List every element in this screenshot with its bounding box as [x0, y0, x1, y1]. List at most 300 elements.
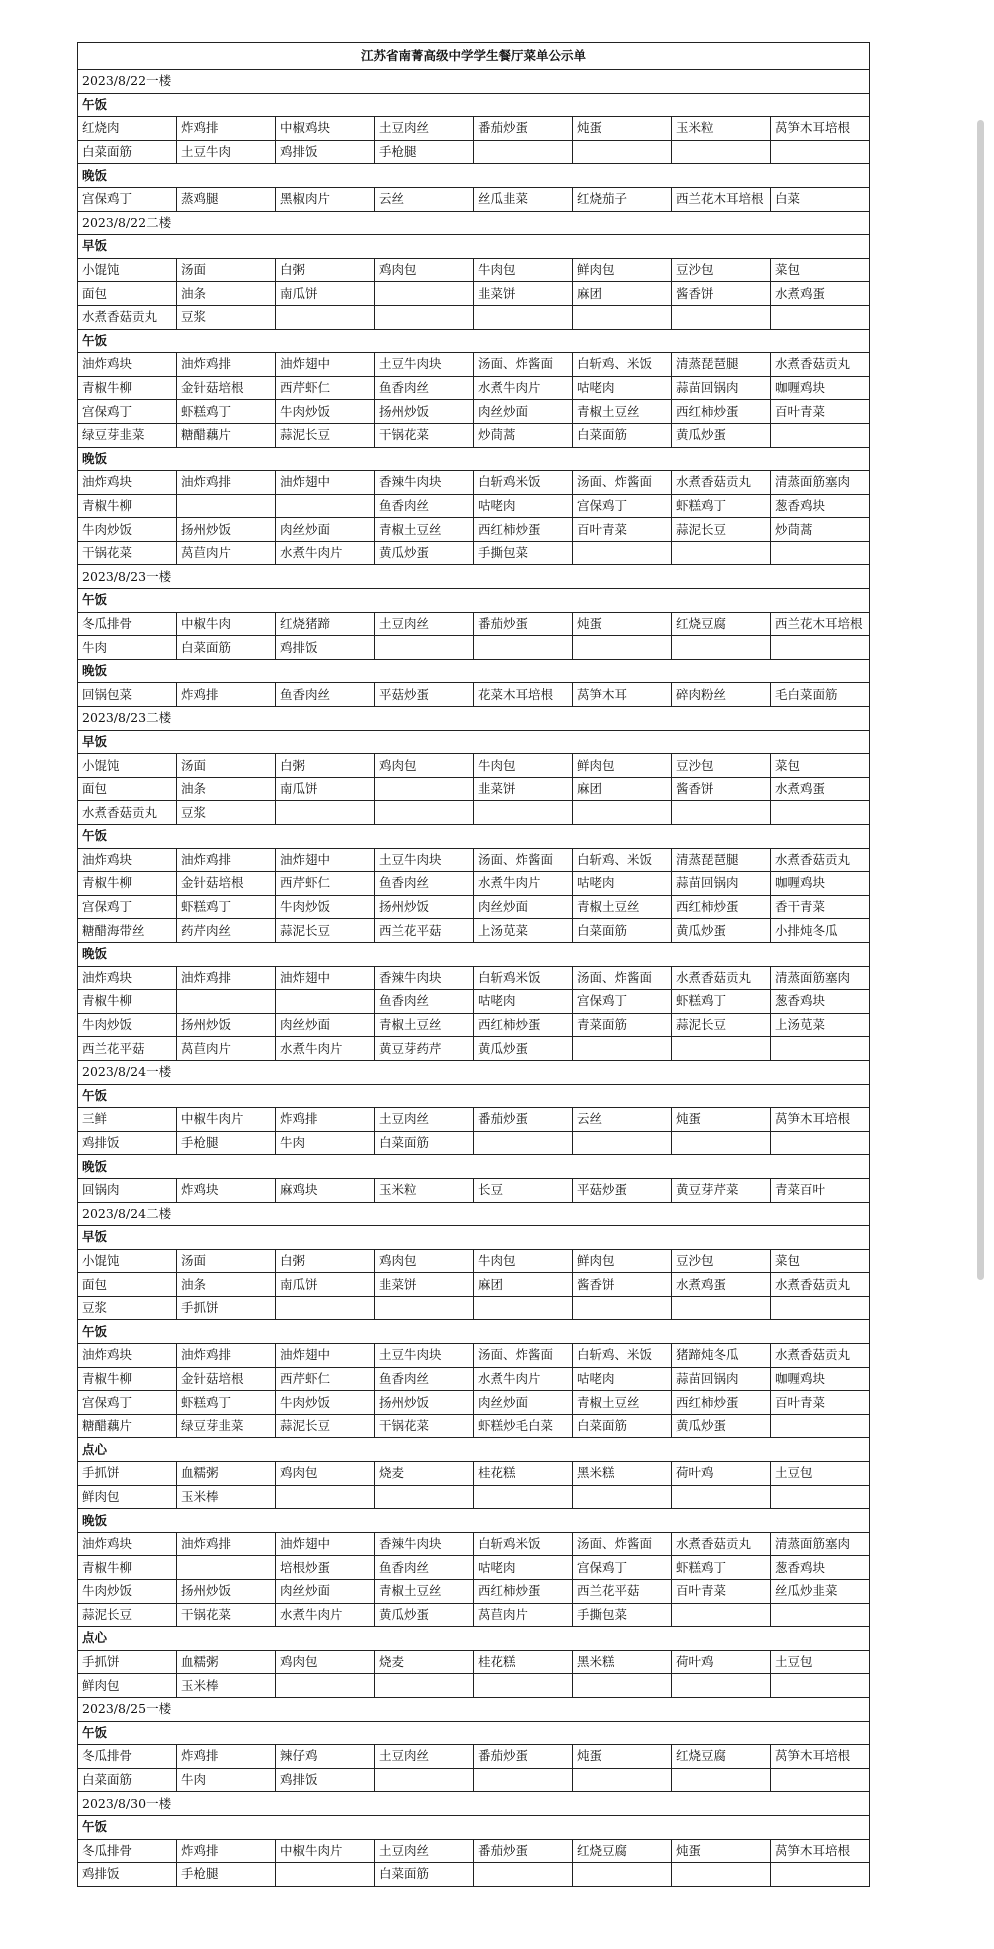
dish-cell: 红烧豆腐: [672, 612, 771, 636]
dish-cell: [474, 801, 573, 825]
dish-cell: [771, 1037, 870, 1061]
date-row: [78, 211, 870, 235]
dish-cell: 白菜面筋: [375, 1131, 474, 1155]
table-row: [78, 1108, 870, 1132]
table-row: [78, 872, 870, 896]
dish-cell: 油炸鸡排: [177, 848, 276, 872]
dish-cell: 青椒土豆丝: [573, 895, 672, 919]
meal-row: [78, 1627, 870, 1651]
dish-cell: 蒜泥长豆: [276, 1414, 375, 1438]
dish-cell: 豆沙包: [672, 1249, 771, 1273]
dish-cell: [672, 140, 771, 164]
dish-cell: [771, 1485, 870, 1509]
table-row: [78, 1839, 870, 1863]
dish-cell: 金针菇培根: [177, 872, 276, 896]
dish-cell: [276, 801, 375, 825]
dish-cell: 油条: [177, 777, 276, 801]
dish-cell: 白斩鸡、米饭: [573, 353, 672, 377]
dish-cell: 油炸鸡块: [78, 848, 177, 872]
dish-cell: 青椒土豆丝: [573, 400, 672, 424]
dish-cell: 鸡排饭: [78, 1131, 177, 1155]
table-row: [78, 376, 870, 400]
dish-cell: 冬瓜排骨: [78, 1745, 177, 1769]
meal-row: [78, 659, 870, 683]
dish-cell: 咕咾肉: [573, 1367, 672, 1391]
dish-cell: 丝瓜韭菜: [474, 187, 573, 211]
dish-cell: 青椒牛柳: [78, 990, 177, 1014]
dish-cell: 培根炒蛋: [276, 1556, 375, 1580]
dish-cell: 桂花糕: [474, 1650, 573, 1674]
dish-cell: 豆浆: [177, 305, 276, 329]
dish-cell: 莴笋木耳培根: [771, 1839, 870, 1863]
dish-cell: 回锅肉: [78, 1178, 177, 1202]
table-row: [78, 1768, 870, 1792]
dish-cell: 肉丝炒面: [474, 1391, 573, 1415]
dish-cell: 扬州炒饭: [177, 1013, 276, 1037]
dish-cell: 西红柿炒蛋: [474, 1580, 573, 1604]
dish-cell: 血糯粥: [177, 1462, 276, 1486]
table-row: [78, 1580, 870, 1604]
table-row: [78, 990, 870, 1014]
dish-cell: 莴笋木耳培根: [771, 117, 870, 141]
dish-cell: 汤面: [177, 258, 276, 282]
dish-cell: 干锅花菜: [177, 1603, 276, 1627]
dish-cell: 黄豆芽芹菜: [672, 1178, 771, 1202]
table-row: [78, 1745, 870, 1769]
dish-cell: 碎肉粉丝: [672, 683, 771, 707]
dish-cell: 汤面、炸酱面: [474, 848, 573, 872]
dish-cell: 南瓜饼: [276, 777, 375, 801]
dish-cell: 百叶青菜: [672, 1580, 771, 1604]
dish-cell: 肉丝炒面: [276, 1013, 375, 1037]
dish-cell: 玉米棒: [177, 1485, 276, 1509]
table-row: [78, 919, 870, 943]
dish-cell: [672, 305, 771, 329]
dish-cell: 油炸翅中: [276, 1344, 375, 1368]
dish-cell: 鲜肉包: [573, 754, 672, 778]
dish-cell: 肉丝炒面: [276, 518, 375, 542]
table-row: [78, 282, 870, 306]
dish-cell: 水煮鸡蛋: [771, 777, 870, 801]
dish-cell: [375, 1674, 474, 1698]
table-row: [78, 1367, 870, 1391]
table-row: [78, 541, 870, 565]
dish-cell: 西兰花木耳培根: [672, 187, 771, 211]
table-row: [78, 1013, 870, 1037]
dish-cell: 虾糕鸡丁: [177, 400, 276, 424]
dish-cell: [771, 801, 870, 825]
dish-cell: 手撕包菜: [573, 1603, 672, 1627]
dish-cell: 黄瓜炒蛋: [375, 1603, 474, 1627]
dish-cell: 鱼香肉丝: [276, 683, 375, 707]
section-date: 2023/8/22一楼: [78, 70, 870, 94]
dish-cell: 上汤苋菜: [771, 1013, 870, 1037]
dish-cell: 番茄炒蛋: [474, 117, 573, 141]
meal-label: 午饭: [78, 329, 870, 353]
dish-cell: 牛肉: [78, 636, 177, 660]
dish-cell: 油炸鸡排: [177, 966, 276, 990]
dish-cell: [573, 1037, 672, 1061]
meal-row: [78, 1155, 870, 1179]
dish-cell: 油条: [177, 282, 276, 306]
table-row: [78, 1462, 870, 1486]
dish-cell: 香辣牛肉块: [375, 966, 474, 990]
dish-cell: [672, 1768, 771, 1792]
dish-cell: 豆浆: [78, 1296, 177, 1320]
dish-cell: 桂花糕: [474, 1462, 573, 1486]
dish-cell: 水煮香菇贡丸: [771, 848, 870, 872]
dish-cell: 豆沙包: [672, 754, 771, 778]
dish-cell: 牛肉炒饭: [276, 400, 375, 424]
dish-cell: 青椒土豆丝: [375, 518, 474, 542]
dish-cell: 土豆肉丝: [375, 117, 474, 141]
dish-cell: [573, 1485, 672, 1509]
dish-cell: 白斩鸡米饭: [474, 471, 573, 495]
dish-cell: 香干青菜: [771, 895, 870, 919]
dish-cell: 油炸翅中: [276, 353, 375, 377]
date-row: [78, 1060, 870, 1084]
dish-cell: 汤面、炸酱面: [474, 353, 573, 377]
dish-cell: 干锅花菜: [78, 541, 177, 565]
meal-row: [78, 1509, 870, 1533]
meal-label: 午饭: [78, 589, 870, 613]
dish-cell: 油炸鸡块: [78, 471, 177, 495]
dish-cell: 宫保鸡丁: [573, 990, 672, 1014]
dish-cell: 汤面、炸酱面: [573, 966, 672, 990]
dish-cell: 鸡排饭: [276, 1768, 375, 1792]
dish-cell: 西兰花平菇: [375, 919, 474, 943]
dish-cell: 土豆牛肉块: [375, 1344, 474, 1368]
dish-cell: 鲜肉包: [78, 1674, 177, 1698]
table-row: [78, 471, 870, 495]
dish-cell: 虾糕鸡丁: [177, 1391, 276, 1415]
dish-cell: 青椒牛柳: [78, 872, 177, 896]
dish-cell: 水煮香菇贡丸: [771, 1344, 870, 1368]
dish-cell: 油炸鸡排: [177, 1532, 276, 1556]
dish-cell: [771, 1674, 870, 1698]
dish-cell: [771, 1768, 870, 1792]
dish-cell: 油炸鸡块: [78, 1344, 177, 1368]
meal-label: 晚饭: [78, 164, 870, 188]
dish-cell: [375, 305, 474, 329]
dish-cell: 麻团: [573, 282, 672, 306]
dish-cell: 云丝: [573, 1108, 672, 1132]
dish-cell: [672, 636, 771, 660]
dish-cell: 西兰花平菇: [573, 1580, 672, 1604]
dish-cell: [177, 1556, 276, 1580]
date-row: [78, 707, 870, 731]
dish-cell: [276, 1674, 375, 1698]
table-row: [78, 1603, 870, 1627]
dish-cell: [573, 801, 672, 825]
meal-row: [78, 329, 870, 353]
dish-cell: 黄瓜炒蛋: [375, 541, 474, 565]
dish-cell: 西芹虾仁: [276, 376, 375, 400]
table-row: [78, 1391, 870, 1415]
date-row: [78, 1792, 870, 1816]
dish-cell: 菜包: [771, 754, 870, 778]
dish-cell: 丝瓜炒韭菜: [771, 1580, 870, 1604]
dish-cell: 炖蛋: [672, 1839, 771, 1863]
dish-cell: [573, 1674, 672, 1698]
dish-cell: 南瓜饼: [276, 282, 375, 306]
dish-cell: 莴笋木耳: [573, 683, 672, 707]
dish-cell: 宫保鸡丁: [78, 1391, 177, 1415]
table-row: [78, 895, 870, 919]
table-row: [78, 1863, 870, 1887]
dish-cell: 蒜泥长豆: [672, 1013, 771, 1037]
dish-cell: 蒜苗回锅肉: [672, 1367, 771, 1391]
date-row: [78, 70, 870, 94]
section-date: 2023/8/24一楼: [78, 1060, 870, 1084]
meal-row: [78, 93, 870, 117]
meal-label: 早饭: [78, 1226, 870, 1250]
dish-cell: 香辣牛肉块: [375, 471, 474, 495]
dish-cell: [573, 541, 672, 565]
dish-cell: 鲜肉包: [573, 1249, 672, 1273]
dish-cell: 油炸鸡排: [177, 353, 276, 377]
dish-cell: 菜包: [771, 1249, 870, 1273]
table-row: [78, 140, 870, 164]
dish-cell: [771, 1296, 870, 1320]
dish-cell: 玉米棒: [177, 1674, 276, 1698]
dish-cell: 韭菜饼: [474, 282, 573, 306]
dish-cell: 麻团: [474, 1273, 573, 1297]
dish-cell: [474, 1131, 573, 1155]
dish-cell: 牛肉包: [474, 258, 573, 282]
dish-cell: 鲜肉包: [78, 1485, 177, 1509]
dish-cell: [276, 494, 375, 518]
dish-cell: 水煮香菇贡丸: [672, 966, 771, 990]
dish-cell: [672, 1131, 771, 1155]
dish-cell: 黑米糕: [573, 1650, 672, 1674]
dish-cell: 鱼香肉丝: [375, 1556, 474, 1580]
dish-cell: 青椒土豆丝: [573, 1391, 672, 1415]
dish-cell: 番茄炒蛋: [474, 1745, 573, 1769]
table-row: [78, 1532, 870, 1556]
dish-cell: 酱香饼: [672, 777, 771, 801]
dish-cell: [474, 140, 573, 164]
table-row: [78, 1414, 870, 1438]
dish-cell: 牛肉炒饭: [276, 895, 375, 919]
table-row: [78, 1273, 870, 1297]
dish-cell: 青菜百叶: [771, 1178, 870, 1202]
dish-cell: 蒜泥长豆: [276, 919, 375, 943]
meal-label: 晚饭: [78, 1155, 870, 1179]
table-row: [78, 423, 870, 447]
dish-cell: 油炸鸡块: [78, 966, 177, 990]
dish-cell: 西红柿炒蛋: [672, 895, 771, 919]
dish-cell: [672, 801, 771, 825]
dish-cell: 辣仔鸡: [276, 1745, 375, 1769]
dish-cell: 油条: [177, 1273, 276, 1297]
dish-cell: 咕咾肉: [474, 990, 573, 1014]
dish-cell: [474, 1296, 573, 1320]
dish-cell: 荷叶鸡: [672, 1650, 771, 1674]
dish-cell: 手抓饼: [78, 1650, 177, 1674]
meal-label: 点心: [78, 1438, 870, 1462]
dish-cell: 汤面、炸酱面: [573, 471, 672, 495]
table-row: [78, 801, 870, 825]
dish-cell: 肉丝炒面: [474, 895, 573, 919]
menu-table: [77, 42, 870, 1887]
dish-cell: 土豆包: [771, 1650, 870, 1674]
dish-cell: 鸡排饭: [276, 140, 375, 164]
dish-cell: 中椒牛肉片: [177, 1108, 276, 1132]
dish-cell: 水煮牛肉片: [474, 1367, 573, 1391]
dish-cell: 油炸鸡块: [78, 1532, 177, 1556]
meal-row: [78, 1438, 870, 1462]
dish-cell: 土豆牛肉块: [375, 353, 474, 377]
section-date: 2023/8/25一楼: [78, 1697, 870, 1721]
dish-cell: [672, 1296, 771, 1320]
meal-row: [78, 1226, 870, 1250]
meal-label: 早饭: [78, 235, 870, 259]
dish-cell: 番茄炒蛋: [474, 1839, 573, 1863]
dish-cell: [474, 1485, 573, 1509]
table-row: [78, 518, 870, 542]
dish-cell: 西红柿炒蛋: [474, 1013, 573, 1037]
dish-cell: 上汤苋菜: [474, 919, 573, 943]
dish-cell: 蒜苗回锅肉: [672, 376, 771, 400]
dish-cell: [375, 1485, 474, 1509]
table-row: [78, 187, 870, 211]
dish-cell: 宫保鸡丁: [78, 187, 177, 211]
dish-cell: 百叶青菜: [573, 518, 672, 542]
dish-cell: [573, 636, 672, 660]
dish-cell: 白菜面筋: [573, 423, 672, 447]
dish-cell: 牛肉包: [474, 1249, 573, 1273]
meal-label: 点心: [78, 1627, 870, 1651]
dish-cell: 绿豆芽韭菜: [177, 1414, 276, 1438]
dish-cell: 手枪腿: [177, 1863, 276, 1887]
dish-cell: 平菇炒蛋: [375, 683, 474, 707]
dish-cell: 鱼香肉丝: [375, 376, 474, 400]
section-date: 2023/8/23一楼: [78, 565, 870, 589]
dish-cell: 白斩鸡米饭: [474, 966, 573, 990]
dish-cell: 牛肉: [276, 1131, 375, 1155]
dish-cell: 宫保鸡丁: [573, 1556, 672, 1580]
dish-cell: 黄瓜炒蛋: [672, 1414, 771, 1438]
dish-cell: 蒸鸡腿: [177, 187, 276, 211]
meal-row: [78, 730, 870, 754]
dish-cell: 三鲜: [78, 1108, 177, 1132]
dish-cell: [276, 990, 375, 1014]
dish-cell: 小馄饨: [78, 1249, 177, 1273]
dish-cell: [573, 305, 672, 329]
meal-row: [78, 942, 870, 966]
dish-cell: 西芹虾仁: [276, 1367, 375, 1391]
dish-cell: 糖醋藕片: [78, 1414, 177, 1438]
dish-cell: 鱼香肉丝: [375, 494, 474, 518]
dish-cell: 蒜泥长豆: [78, 1603, 177, 1627]
dish-cell: 咕咾肉: [573, 872, 672, 896]
dish-cell: 虾糕炒毛白菜: [474, 1414, 573, 1438]
dish-cell: 土豆肉丝: [375, 1108, 474, 1132]
dish-cell: 青菜面筋: [573, 1013, 672, 1037]
title-row: [78, 43, 870, 70]
dish-cell: 干锅花菜: [375, 423, 474, 447]
menu-sheet: [77, 42, 869, 1887]
dish-cell: [771, 636, 870, 660]
dish-cell: [177, 494, 276, 518]
dish-cell: 咕咾肉: [474, 494, 573, 518]
dish-cell: 虾糕鸡丁: [672, 990, 771, 1014]
vertical-scrollbar[interactable]: [977, 120, 984, 1280]
dish-cell: 水煮鸡蛋: [771, 282, 870, 306]
dish-cell: 中椒牛肉片: [276, 1839, 375, 1863]
meal-label: 晚饭: [78, 447, 870, 471]
table-row: [78, 1674, 870, 1698]
dish-cell: 牛肉炒饭: [78, 518, 177, 542]
dish-cell: 水煮香菇贡丸: [672, 1532, 771, 1556]
dish-cell: 莴苣肉片: [177, 1037, 276, 1061]
dish-cell: 牛肉包: [474, 754, 573, 778]
meal-label: 午饭: [78, 1721, 870, 1745]
section-date: 2023/8/22二楼: [78, 211, 870, 235]
dish-cell: 西芹虾仁: [276, 872, 375, 896]
dish-cell: 豆浆: [177, 801, 276, 825]
dish-cell: 猪蹄炖冬瓜: [672, 1344, 771, 1368]
meal-row: [78, 164, 870, 188]
dish-cell: 百叶青菜: [771, 1391, 870, 1415]
dish-cell: 土豆牛肉块: [375, 848, 474, 872]
dish-cell: 白菜面筋: [78, 140, 177, 164]
dish-cell: 青椒牛柳: [78, 1367, 177, 1391]
table-row: [78, 1296, 870, 1320]
dish-cell: [375, 1768, 474, 1792]
dish-cell: 红烧茄子: [573, 187, 672, 211]
table-row: [78, 1178, 870, 1202]
dish-cell: [375, 801, 474, 825]
dish-cell: 鸡肉包: [375, 1249, 474, 1273]
dish-cell: 鱼香肉丝: [375, 990, 474, 1014]
dish-cell: 毛白菜面筋: [771, 683, 870, 707]
dish-cell: [771, 1603, 870, 1627]
table-row: [78, 754, 870, 778]
dish-cell: [573, 1863, 672, 1887]
dish-cell: 土豆包: [771, 1462, 870, 1486]
dish-cell: 玉米粒: [672, 117, 771, 141]
dish-cell: 鸡肉包: [276, 1462, 375, 1486]
dish-cell: 鸡排饭: [276, 636, 375, 660]
dish-cell: 黄豆芽药芹: [375, 1037, 474, 1061]
dish-cell: [276, 305, 375, 329]
table-row: [78, 636, 870, 660]
dish-cell: 香辣牛肉块: [375, 1532, 474, 1556]
dish-cell: 莴苣肉片: [177, 541, 276, 565]
dish-cell: [573, 1131, 672, 1155]
dish-cell: [573, 140, 672, 164]
dish-cell: 烧麦: [375, 1650, 474, 1674]
dish-cell: 西红柿炒蛋: [474, 518, 573, 542]
dish-cell: 油炸翅中: [276, 966, 375, 990]
dish-cell: 水煮香菇贡丸: [771, 1273, 870, 1297]
dish-cell: 糖醋藕片: [177, 423, 276, 447]
dish-cell: [375, 636, 474, 660]
section-date: 2023/8/23二楼: [78, 707, 870, 731]
dish-cell: 西红柿炒蛋: [672, 1391, 771, 1415]
dish-cell: 油炸翅中: [276, 471, 375, 495]
dish-cell: 油炸鸡排: [177, 471, 276, 495]
dish-cell: 扬州炒饭: [375, 400, 474, 424]
dish-cell: 宫保鸡丁: [78, 400, 177, 424]
dish-cell: 炖蛋: [573, 117, 672, 141]
dish-cell: 红烧猪蹄: [276, 612, 375, 636]
dish-cell: 土豆肉丝: [375, 612, 474, 636]
dish-cell: 鸡肉包: [276, 1650, 375, 1674]
dish-cell: 虾糕鸡丁: [672, 494, 771, 518]
